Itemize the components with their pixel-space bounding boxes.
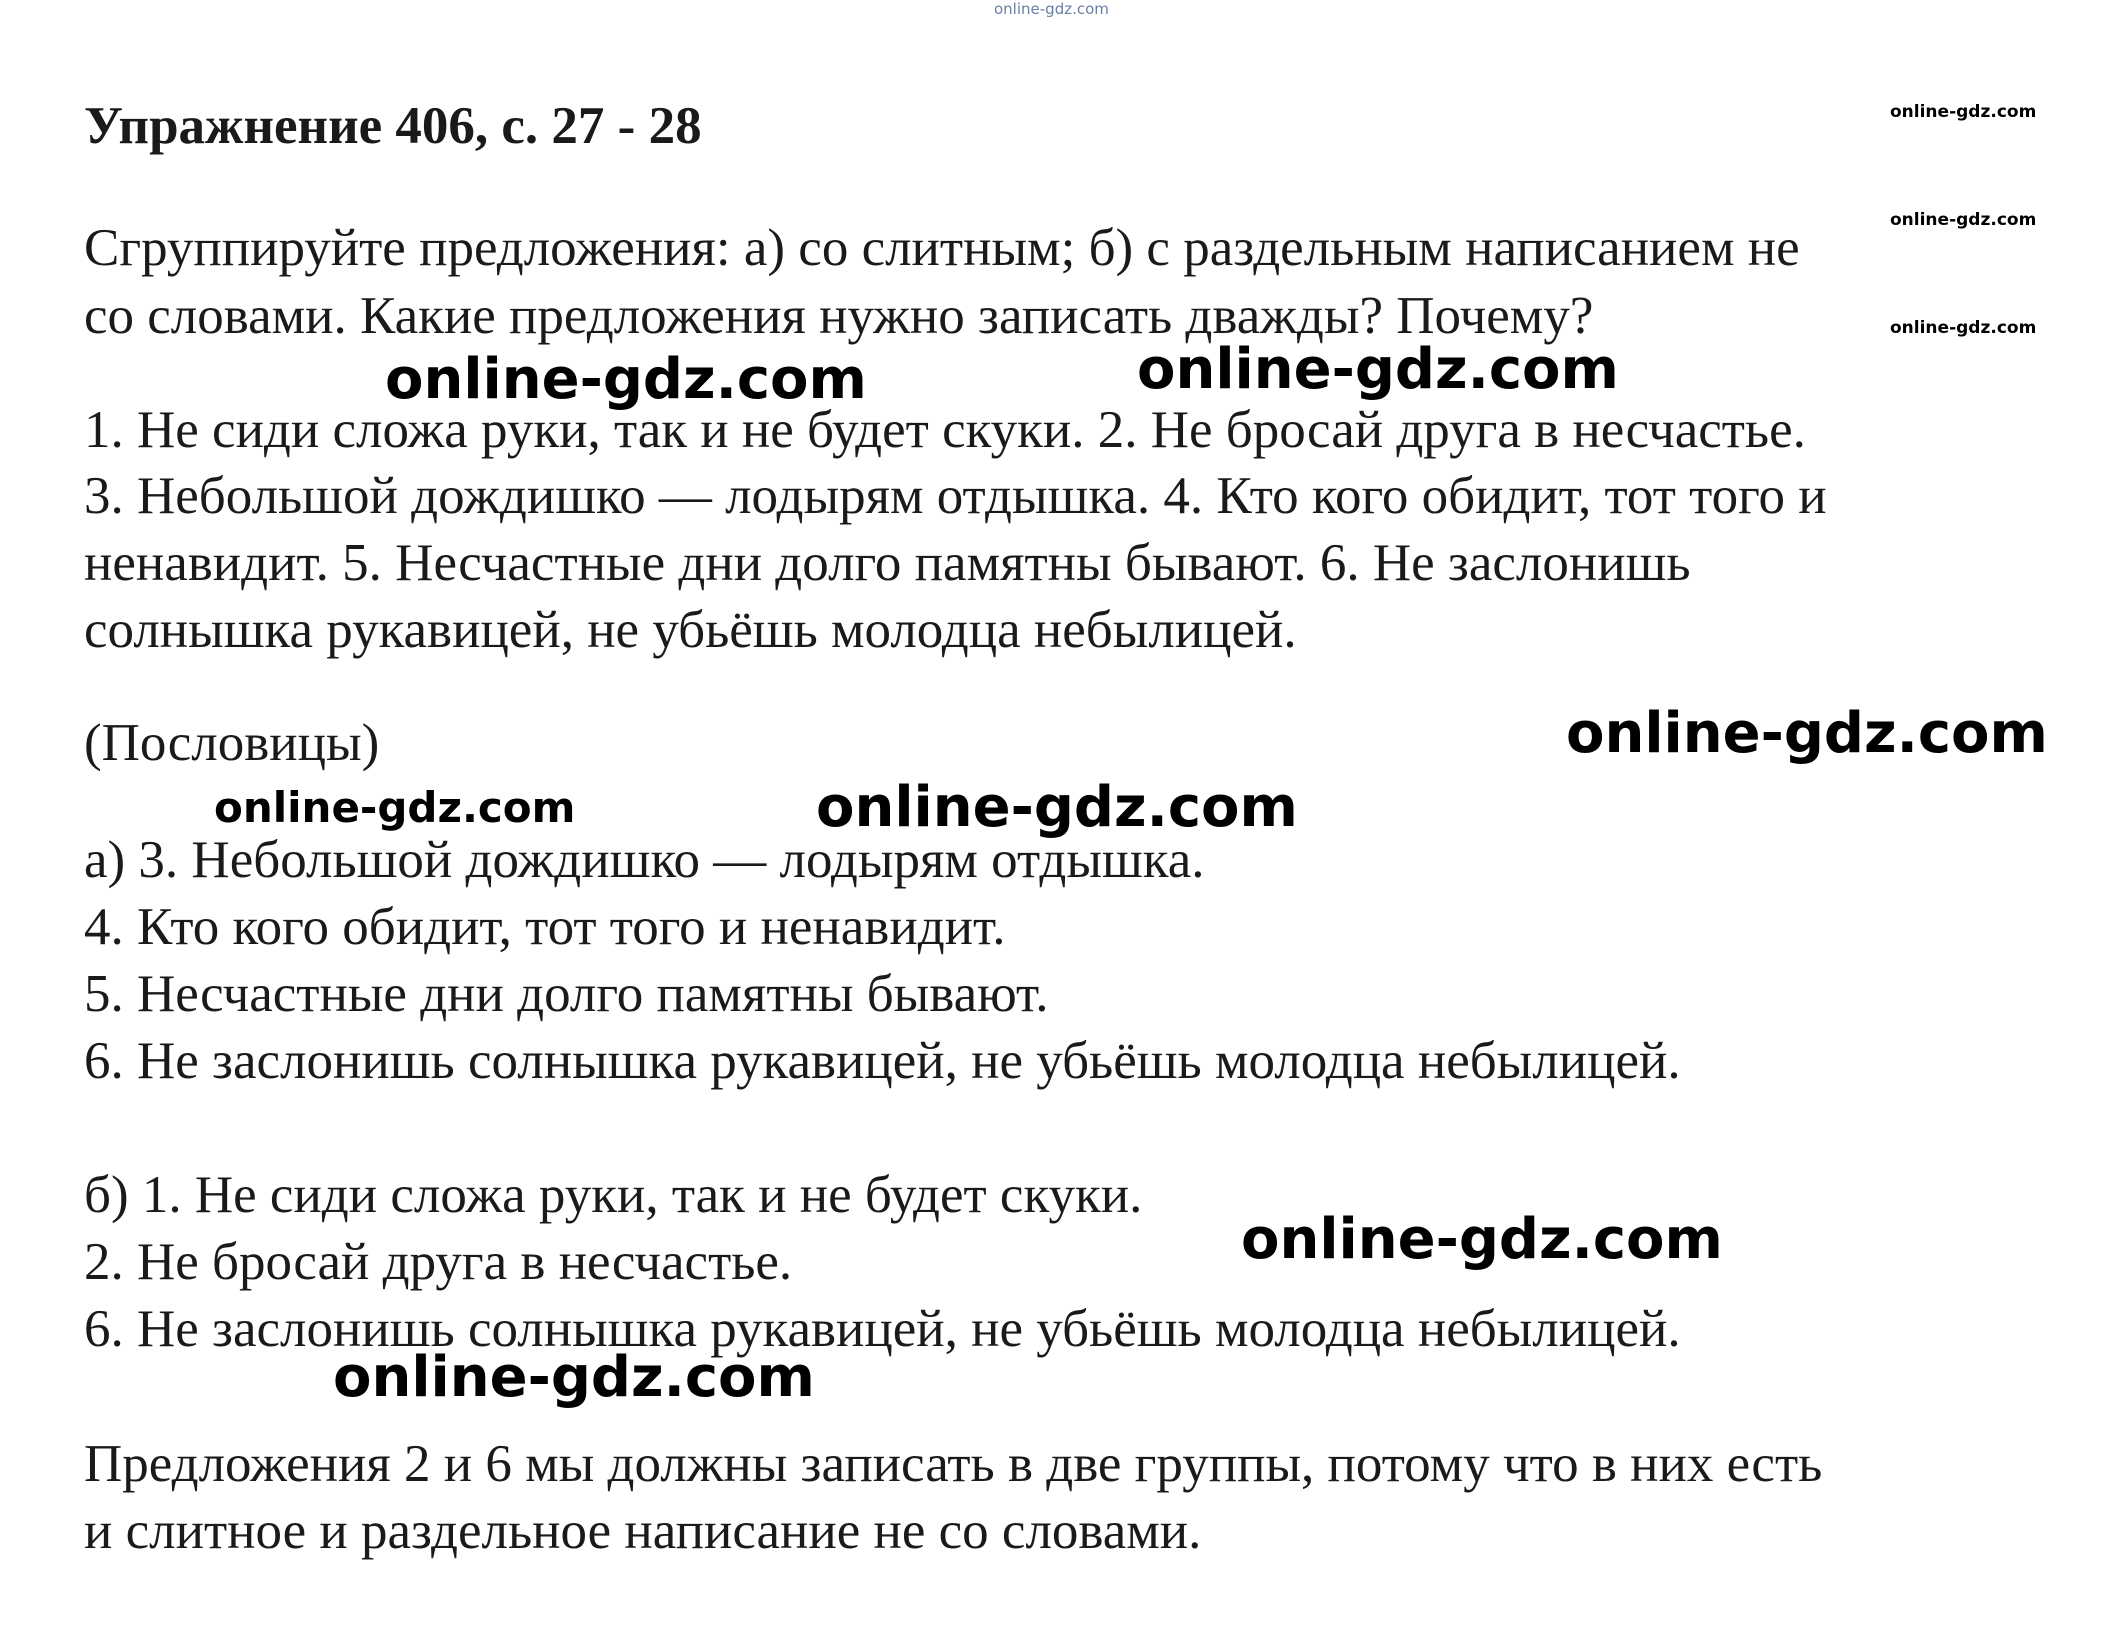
watermark: online-gdz.com [214,783,576,832]
watermark: online-gdz.com [385,347,867,412]
task-line-2: со словами. Какие предложения нужно записать дважды? Почему? [84,287,1594,345]
conclusion-line-2: и слитное и раздельное написание не со словами. [84,1502,1202,1560]
group-a-line-4: 6. Не заслонишь солнышка рукавицей, не убьёшь молодца небылицей. [84,1032,1681,1090]
watermark: online-gdz.com [333,1345,815,1410]
sentences-line-4: солнышка рукавицей, не убьёшь молодца небылицей. [84,601,1297,659]
watermark: online-gdz.com [1137,337,1619,402]
watermark: online-gdz.com [1890,102,2037,122]
group-a-line-2: 4. Кто кого обидит, тот того и ненавидит. [84,898,1006,956]
watermark: online-gdz.com [1890,210,2037,230]
sentences-line-2: 3. Небольшой дождишко — лодырям отдышка. 4. Кто кого обидит, тот того и [84,467,1827,525]
conclusion-line-1: Предложения 2 и 6 мы должны записать в две группы, потому что в них есть [84,1435,1823,1493]
watermark-top: online-gdz.com [994,0,1109,18]
watermark: online-gdz.com [1566,701,2048,766]
group-b-line-2: 2. Не бросай друга в несчастье. [84,1233,793,1291]
task-line-1: Сгруппируйте предложения: а) со слитным; б) с раздельным написанием не [84,219,1800,277]
group-b-line-3: 6. Не заслонишь солнышка рукавицей, не убьёшь молодца небылицей. [84,1300,1681,1358]
group-a-line-1: а) 3. Небольшой дождишко — лодырям отдышка. [84,831,1205,889]
watermark: online-gdz.com [1890,318,2037,338]
sentences-line-1: 1. Не сиди сложа руки, так и не будет скуки. 2. Не бросай друга в несчастье. [84,401,1806,459]
exercise-title: Упражнение 406, с. 27 - 28 [84,97,702,155]
watermark: online-gdz.com [816,775,1298,840]
watermark: online-gdz.com [1241,1207,1723,1272]
group-b-line-1: б) 1. Не сиди сложа руки, так и не будет скуки. [84,1166,1143,1224]
proverbs-source: (Пословицы) [84,714,380,772]
sentences-line-3: ненавидит. 5. Несчастные дни долго памятны бывают. 6. Не заслонишь [84,534,1691,592]
group-a-line-3: 5. Несчастные дни долго памятны бывают. [84,965,1049,1023]
